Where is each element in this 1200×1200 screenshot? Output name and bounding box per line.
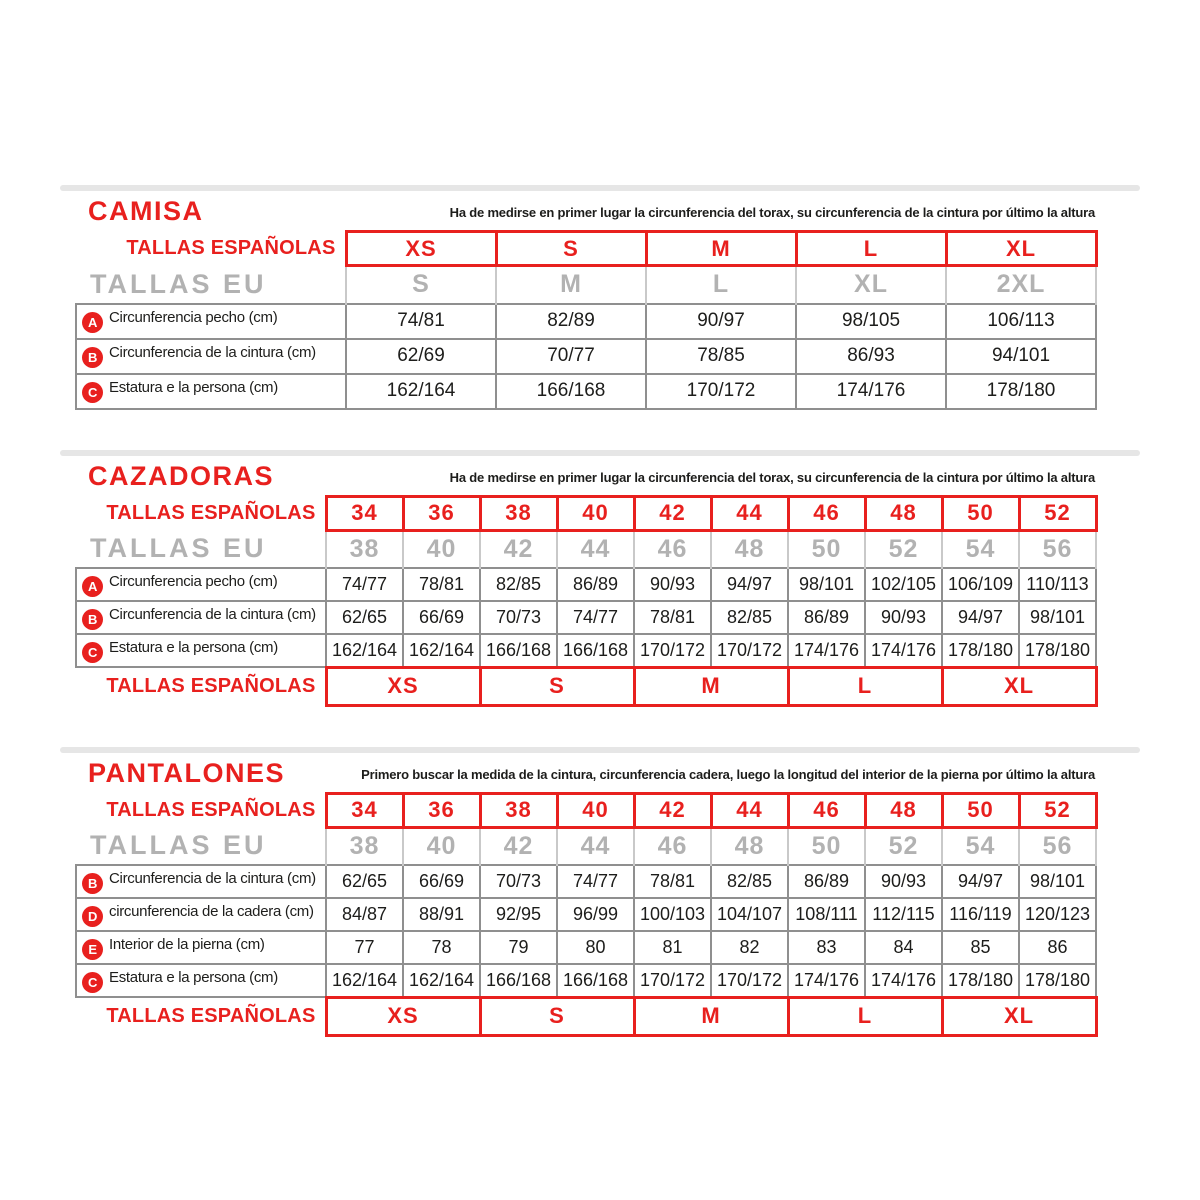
measure-value-cell: 174/176 xyxy=(796,374,946,409)
measure-value-cell: 90/97 xyxy=(646,304,796,339)
measure-value-cell: 102/105 xyxy=(865,568,942,601)
letter-badge-b: B xyxy=(82,873,103,894)
measure-value-cell: 78/81 xyxy=(634,601,711,634)
measure-value-cell: 94/97 xyxy=(942,865,1019,898)
spanish-sizes-label: TALLAS ESPAÑOLAS xyxy=(126,237,336,259)
measure-value-cell: 162/164 xyxy=(326,634,403,667)
measure-value-cell: 74/77 xyxy=(326,568,403,601)
measure-value-cell: 77 xyxy=(326,931,403,964)
eu-size-m: M xyxy=(496,266,646,304)
measure-row-text: Estatura e la persona (cm) xyxy=(109,379,278,396)
measure-value-cell: 81 xyxy=(634,931,711,964)
measure-value-cell: 106/113 xyxy=(946,304,1096,339)
measure-value-cell: 170/172 xyxy=(711,964,788,997)
measure-value-cell: 166/168 xyxy=(557,964,634,997)
eu-size-l: L xyxy=(646,266,796,304)
measure-value-cell: 66/69 xyxy=(403,865,480,898)
measure-value-cell: 84 xyxy=(865,931,942,964)
measure-value-cell: 162/164 xyxy=(403,634,480,667)
measure-value-cell: 108/111 xyxy=(788,898,865,931)
measure-row-text: Estatura e la persona (cm) xyxy=(109,638,278,656)
spanish-group-row xyxy=(76,997,1096,1035)
spanish-size-m: M xyxy=(646,232,796,266)
measure-value-cell: 96/99 xyxy=(557,898,634,931)
measure-value-cell: 79 xyxy=(480,931,557,964)
eu-size-42: 42 xyxy=(480,827,557,865)
section-header xyxy=(60,462,1095,490)
letter-badge-b: B xyxy=(82,347,103,368)
eu-size-xl: XL xyxy=(796,266,946,304)
measure-value-cell: 62/69 xyxy=(346,339,496,374)
spanish-size-44: 44 xyxy=(711,496,788,530)
eu-size-40: 40 xyxy=(403,530,480,568)
measure-row-label xyxy=(76,304,346,339)
letter-badge-a: A xyxy=(82,312,103,333)
section-title-cazadoras: CAZADORAS xyxy=(88,460,274,491)
measure-value-cell: 62/65 xyxy=(326,865,403,898)
measure-row-c xyxy=(76,964,1096,997)
measure-row-label xyxy=(76,931,326,964)
spanish-size-34: 34 xyxy=(326,496,403,530)
spanish-group-size-l: L xyxy=(788,997,942,1035)
measure-value-cell: 110/113 xyxy=(1019,568,1096,601)
measure-value-cell: 98/101 xyxy=(1019,601,1096,634)
spanish-size-48: 48 xyxy=(865,793,942,827)
measure-value-cell: 94/97 xyxy=(942,601,1019,634)
measure-value-cell: 82 xyxy=(711,931,788,964)
measure-row-label xyxy=(76,374,346,409)
section-camisa xyxy=(60,185,1140,410)
spanish-sizes-label: TALLAS ESPAÑOLAS xyxy=(106,1005,316,1027)
measure-row-a xyxy=(76,304,1096,339)
eu-size-38: 38 xyxy=(326,827,403,865)
eu-size-52: 52 xyxy=(865,827,942,865)
eu-size-46: 46 xyxy=(634,530,711,568)
section-pantalones xyxy=(60,747,1140,1037)
measure-value-cell: 86/89 xyxy=(788,601,865,634)
measure-value-cell: 166/168 xyxy=(480,964,557,997)
measure-value-cell: 90/93 xyxy=(865,865,942,898)
section-header xyxy=(60,197,1095,225)
measure-value-cell: 70/73 xyxy=(480,601,557,634)
measure-row-text: Circunferencia de la cintura (cm) xyxy=(109,344,316,361)
spanish-group-row xyxy=(76,667,1096,705)
measure-value-cell: 70/73 xyxy=(480,865,557,898)
section-title-pantalones: PANTALONES xyxy=(88,757,285,788)
eu-size-56: 56 xyxy=(1019,827,1096,865)
spanish-group-size-xs: XS xyxy=(326,667,480,705)
spanish-group-size-xl: XL xyxy=(942,997,1096,1035)
table-wrap-pantalones xyxy=(75,792,1140,1037)
eu-size-44: 44 xyxy=(557,530,634,568)
section-divider xyxy=(60,747,1140,753)
spanish-size-xl: XL xyxy=(946,232,1096,266)
eu-size-48: 48 xyxy=(711,530,788,568)
spanish-group-size-m: M xyxy=(634,667,788,705)
spanish-group-size-l: L xyxy=(788,667,942,705)
spanish-size-34: 34 xyxy=(326,793,403,827)
eu-size-44: 44 xyxy=(557,827,634,865)
measure-value-cell: 104/107 xyxy=(711,898,788,931)
spanish-size-52: 52 xyxy=(1019,793,1096,827)
measure-value-cell: 162/164 xyxy=(403,964,480,997)
measure-row-d xyxy=(76,898,1096,931)
eu-size-54: 54 xyxy=(942,530,1019,568)
measure-value-cell: 174/176 xyxy=(865,634,942,667)
spanish-group-size-xl: XL xyxy=(942,667,1096,705)
section-title-camisa: CAMISA xyxy=(88,196,204,226)
eu-sizes-row xyxy=(76,266,1096,304)
measure-value-cell: 98/101 xyxy=(788,568,865,601)
spanish-group-size-m: M xyxy=(634,997,788,1035)
spanish-size-46: 46 xyxy=(788,793,865,827)
measure-row-b xyxy=(76,601,1096,634)
section-note: Primero buscar la medida de la cintura, circunferencia cadera, luego la longitud del interior de la pierna por último la altura xyxy=(361,766,1095,782)
measure-row-text: Estatura e la persona (cm) xyxy=(109,968,278,986)
section-header xyxy=(60,759,1095,787)
measure-value-cell: 86/89 xyxy=(788,865,865,898)
measure-value-cell: 170/172 xyxy=(634,964,711,997)
measure-value-cell: 170/172 xyxy=(634,634,711,667)
spanish-size-50: 50 xyxy=(942,496,1019,530)
measure-value-cell: 86 xyxy=(1019,931,1096,964)
eu-sizes-row xyxy=(76,530,1096,568)
measure-value-cell: 78 xyxy=(403,931,480,964)
measure-value-cell: 83 xyxy=(788,931,865,964)
spanish-size-xs: XS xyxy=(346,232,496,266)
spanish-sizes-label: TALLAS ESPAÑOLAS xyxy=(106,675,316,697)
size-table-camisa xyxy=(75,230,1098,410)
measure-value-cell: 82/85 xyxy=(711,865,788,898)
letter-badge-a: A xyxy=(82,576,103,597)
measure-value-cell: 174/176 xyxy=(865,964,942,997)
measure-value-cell: 78/81 xyxy=(403,568,480,601)
measure-row-text: Circunferencia de la cintura (cm) xyxy=(109,605,316,623)
measure-value-cell: 174/176 xyxy=(788,634,865,667)
measure-value-cell: 85 xyxy=(942,931,1019,964)
measure-value-cell: 62/65 xyxy=(326,601,403,634)
measure-value-cell: 86/89 xyxy=(557,568,634,601)
measure-value-cell: 116/119 xyxy=(942,898,1019,931)
spanish-size-38: 38 xyxy=(480,793,557,827)
measure-value-cell: 82/85 xyxy=(480,568,557,601)
measure-row-e xyxy=(76,931,1096,964)
measure-value-cell: 84/87 xyxy=(326,898,403,931)
eu-size-s: S xyxy=(346,266,496,304)
letter-badge-b: B xyxy=(82,609,103,630)
measure-value-cell: 80 xyxy=(557,931,634,964)
spanish-sizes-label: TALLAS ESPAÑOLAS xyxy=(106,798,316,821)
measure-value-cell: 92/95 xyxy=(480,898,557,931)
letter-badge-c: C xyxy=(82,382,103,403)
eu-sizes-label: TALLAS EU xyxy=(90,268,267,299)
measure-value-cell: 178/180 xyxy=(1019,634,1096,667)
measure-value-cell: 74/81 xyxy=(346,304,496,339)
eu-size-48: 48 xyxy=(711,827,788,865)
measure-row-a xyxy=(76,568,1096,601)
measure-value-cell: 70/77 xyxy=(496,339,646,374)
measure-row-text: Circunferencia pecho (cm) xyxy=(109,572,278,590)
measure-value-cell: 112/115 xyxy=(865,898,942,931)
measure-row-label xyxy=(76,339,346,374)
measure-value-cell: 82/89 xyxy=(496,304,646,339)
measure-row-label xyxy=(76,898,326,931)
measure-row-text: Circunferencia de la cintura (cm) xyxy=(109,869,316,887)
measure-row-text: circunferencia de la cadera (cm) xyxy=(109,902,314,920)
spanish-sizes-row xyxy=(76,496,1096,530)
eu-sizes-label: TALLAS EU xyxy=(90,533,267,563)
measure-value-cell: 94/101 xyxy=(946,339,1096,374)
spanish-sizes-label: TALLAS ESPAÑOLAS xyxy=(106,501,316,524)
measure-row-b xyxy=(76,339,1096,374)
eu-size-2xl: 2XL xyxy=(946,266,1096,304)
section-note: Ha de medirse en primer lugar la circunferencia del torax, su circunferencia de la cintura por último la altura xyxy=(449,205,1095,220)
measure-value-cell: 98/101 xyxy=(1019,865,1096,898)
spanish-sizes-row xyxy=(76,793,1096,827)
spanish-size-40: 40 xyxy=(557,496,634,530)
spanish-size-48: 48 xyxy=(865,496,942,530)
measure-value-cell: 166/168 xyxy=(557,634,634,667)
eu-size-40: 40 xyxy=(403,827,480,865)
spanish-size-44: 44 xyxy=(711,793,788,827)
measure-row-label xyxy=(76,634,326,667)
eu-size-52: 52 xyxy=(865,530,942,568)
eu-size-42: 42 xyxy=(480,530,557,568)
spanish-group-size-s: S xyxy=(480,667,634,705)
table-wrap-cazadoras xyxy=(75,495,1140,707)
spanish-size-36: 36 xyxy=(403,496,480,530)
measure-value-cell: 170/172 xyxy=(711,634,788,667)
letter-badge-d: D xyxy=(82,906,103,927)
spanish-group-size-xs: XS xyxy=(326,997,480,1035)
measure-row-c xyxy=(76,374,1096,409)
measure-value-cell: 178/180 xyxy=(1019,964,1096,997)
measure-value-cell: 78/81 xyxy=(634,865,711,898)
spanish-size-38: 38 xyxy=(480,496,557,530)
letter-badge-c: C xyxy=(82,642,103,663)
spanish-size-52: 52 xyxy=(1019,496,1096,530)
measure-value-cell: 90/93 xyxy=(634,568,711,601)
spanish-size-l: L xyxy=(796,232,946,266)
measure-value-cell: 162/164 xyxy=(346,374,496,409)
spanish-size-36: 36 xyxy=(403,793,480,827)
measure-value-cell: 98/105 xyxy=(796,304,946,339)
table-wrap-camisa xyxy=(75,230,1140,410)
measure-value-cell: 178/180 xyxy=(942,634,1019,667)
section-cazadoras xyxy=(60,450,1140,707)
measure-row-b xyxy=(76,865,1096,898)
eu-size-46: 46 xyxy=(634,827,711,865)
eu-sizes-label: TALLAS EU xyxy=(90,830,267,860)
measure-row-label xyxy=(76,568,326,601)
measure-value-cell: 170/172 xyxy=(646,374,796,409)
measure-value-cell: 166/168 xyxy=(480,634,557,667)
measure-row-c xyxy=(76,634,1096,667)
section-divider xyxy=(60,450,1140,456)
measure-value-cell: 174/176 xyxy=(788,964,865,997)
size-table-cazadoras xyxy=(75,495,1098,707)
eu-sizes-row xyxy=(76,827,1096,865)
measure-value-cell: 94/97 xyxy=(711,568,788,601)
measure-row-text: Interior de la pierna (cm) xyxy=(109,935,265,953)
measure-value-cell: 90/93 xyxy=(865,601,942,634)
spanish-size-42: 42 xyxy=(634,793,711,827)
measure-value-cell: 74/77 xyxy=(557,601,634,634)
measure-value-cell: 82/85 xyxy=(711,601,788,634)
measure-row-label xyxy=(76,964,326,997)
measure-value-cell: 78/85 xyxy=(646,339,796,374)
measure-value-cell: 66/69 xyxy=(403,601,480,634)
eu-size-38: 38 xyxy=(326,530,403,568)
measure-row-label xyxy=(76,601,326,634)
eu-size-50: 50 xyxy=(788,530,865,568)
eu-size-56: 56 xyxy=(1019,530,1096,568)
measure-value-cell: 106/109 xyxy=(942,568,1019,601)
measure-value-cell: 100/103 xyxy=(634,898,711,931)
section-note: Ha de medirse en primer lugar la circunferencia del torax, su circunferencia de la cintura por último la altura xyxy=(449,469,1095,485)
spanish-group-size-s: S xyxy=(480,997,634,1035)
measure-value-cell: 178/180 xyxy=(942,964,1019,997)
spanish-size-40: 40 xyxy=(557,793,634,827)
measure-value-cell: 166/168 xyxy=(496,374,646,409)
size-table-pantalones xyxy=(75,792,1098,1037)
measure-value-cell: 88/91 xyxy=(403,898,480,931)
measure-value-cell: 74/77 xyxy=(557,865,634,898)
measure-value-cell: 86/93 xyxy=(796,339,946,374)
measure-value-cell: 120/123 xyxy=(1019,898,1096,931)
letter-badge-c: C xyxy=(82,972,103,993)
measure-row-label xyxy=(76,865,326,898)
measure-value-cell: 178/180 xyxy=(946,374,1096,409)
spanish-sizes-row xyxy=(76,232,1096,266)
letter-badge-e: E xyxy=(82,939,103,960)
spanish-size-s: S xyxy=(496,232,646,266)
spanish-size-46: 46 xyxy=(788,496,865,530)
section-divider xyxy=(60,185,1140,191)
measure-row-text: Circunferencia pecho (cm) xyxy=(109,309,278,326)
measure-value-cell: 162/164 xyxy=(326,964,403,997)
eu-size-54: 54 xyxy=(942,827,1019,865)
eu-size-50: 50 xyxy=(788,827,865,865)
spanish-size-42: 42 xyxy=(634,496,711,530)
spanish-size-50: 50 xyxy=(942,793,1019,827)
